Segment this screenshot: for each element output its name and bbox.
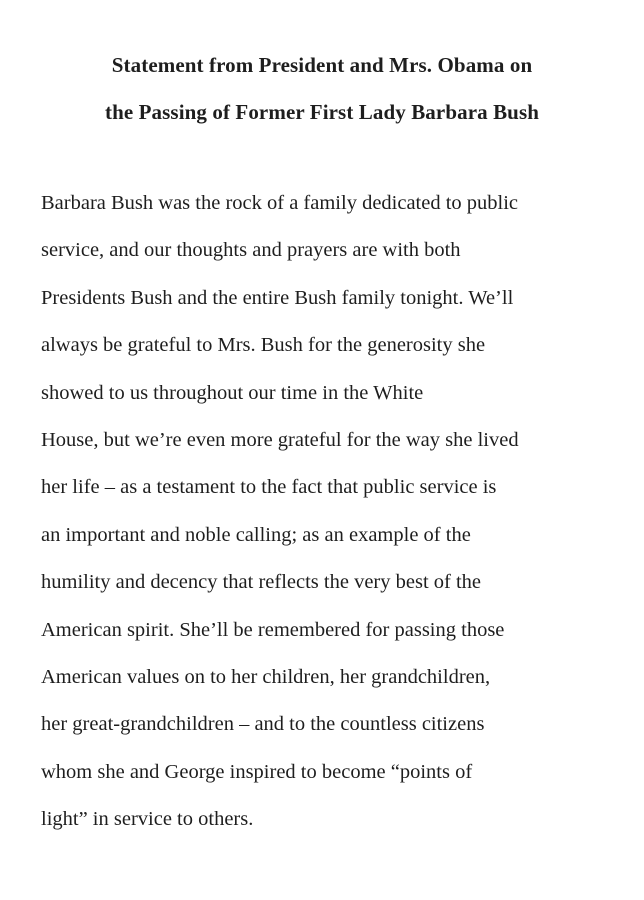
body-line: Presidents Bush and the entire Bush family tonight. We’ll	[41, 286, 514, 309]
body-line: her great-grandchildren – and to the countless citizens	[41, 713, 485, 736]
body-line: whom she and George inspired to become “points of	[41, 760, 473, 783]
title-line: the Passing of Former First Lady Barbara Bush	[104, 100, 540, 124]
body-line: always be grateful to Mrs. Bush for the generosity she	[41, 334, 486, 357]
statement-title	[20, 42, 624, 136]
body-line: light” in service to others.	[41, 808, 254, 831]
body-line: showed to us throughout our time in the White	[41, 381, 424, 404]
body-line: Barbara Bush was the rock of a family dedicated to public	[41, 192, 519, 214]
statement-body	[41, 180, 624, 844]
body-line: American spirit. She’ll be remembered for passing those	[41, 618, 505, 641]
body-line: an important and noble calling; as an example of the	[41, 523, 471, 546]
body-line: humility and decency that reflects the very best of the	[41, 571, 482, 594]
title-line: Statement from President and Mrs. Obama on	[111, 53, 533, 77]
body-line: her life – as a testament to the fact that public service is	[41, 476, 497, 499]
body-line: House, but we’re even more grateful for the way she lived	[41, 429, 519, 452]
body-line: service, and our thoughts and prayers are with both	[41, 239, 461, 262]
body-line: American values on to her children, her grandchildren,	[41, 666, 491, 689]
